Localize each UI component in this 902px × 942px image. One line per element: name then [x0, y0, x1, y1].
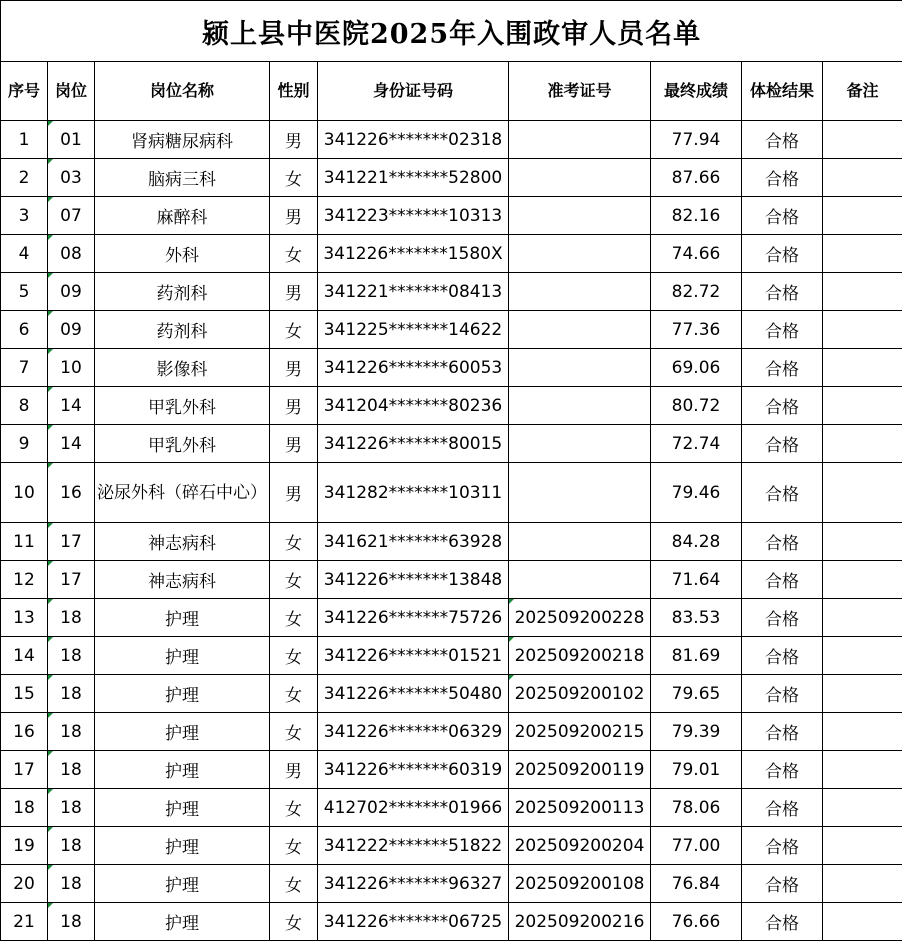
header-exam-number: 准考证号	[509, 62, 651, 121]
cell-health-result: 合格	[742, 903, 823, 941]
cell-post-name: 护理	[95, 903, 270, 941]
cell-id-number: 341226*******06329	[318, 713, 509, 751]
cell-exam-number	[509, 425, 651, 463]
cell-post-name: 护理	[95, 637, 270, 675]
cell-id-number: 341222*******51822	[318, 827, 509, 865]
cell-seq: 5	[1, 273, 48, 311]
cell-remarks	[823, 349, 902, 387]
cell-exam-number: 202509200119	[509, 751, 651, 789]
cell-seq: 17	[1, 751, 48, 789]
cell-post-code: 03	[48, 159, 95, 197]
table-row	[1, 675, 902, 713]
cell-final-score: 83.53	[651, 599, 742, 637]
cell-exam-number	[509, 197, 651, 235]
cell-final-score: 77.36	[651, 311, 742, 349]
cell-seq: 15	[1, 675, 48, 713]
cell-post-name: 药剂科	[95, 311, 270, 349]
header-gender: 性别	[270, 62, 318, 121]
cell-post-code: 18	[48, 751, 95, 789]
header-post-name: 岗位名称	[95, 62, 270, 121]
cell-final-score: 84.28	[651, 523, 742, 561]
cell-id-number: 341226*******75726	[318, 599, 509, 637]
cell-remarks	[823, 751, 902, 789]
cell-gender: 男	[270, 273, 318, 311]
cell-seq: 19	[1, 827, 48, 865]
cell-gender: 女	[270, 675, 318, 713]
cell-post-name: 脑病三科	[95, 159, 270, 197]
cell-remarks	[823, 159, 902, 197]
cell-gender: 女	[270, 311, 318, 349]
cell-post-code: 18	[48, 827, 95, 865]
cell-exam-number	[509, 311, 651, 349]
cell-final-score: 79.46	[651, 463, 742, 523]
cell-health-result: 合格	[742, 675, 823, 713]
cell-post-name: 护理	[95, 675, 270, 713]
cell-exam-number: 202509200216	[509, 903, 651, 941]
cell-health-result: 合格	[742, 121, 823, 159]
cell-gender: 男	[270, 121, 318, 159]
cell-exam-number: 202509200204	[509, 827, 651, 865]
cell-seq: 8	[1, 387, 48, 425]
cell-post-name: 护理	[95, 599, 270, 637]
cell-seq: 20	[1, 865, 48, 903]
cell-final-score: 87.66	[651, 159, 742, 197]
cell-id-number: 341204*******80236	[318, 387, 509, 425]
cell-remarks	[823, 463, 902, 523]
cell-post-code: 18	[48, 713, 95, 751]
cell-remarks	[823, 599, 902, 637]
cell-post-name: 影像科	[95, 349, 270, 387]
cell-exam-number	[509, 159, 651, 197]
cell-exam-number	[509, 387, 651, 425]
cell-health-result: 合格	[742, 789, 823, 827]
cell-post-name: 甲乳外科	[95, 387, 270, 425]
header-health-result: 体检结果	[742, 62, 823, 121]
cell-seq: 1	[1, 121, 48, 159]
cell-remarks	[823, 311, 902, 349]
cell-id-number: 341226*******06725	[318, 903, 509, 941]
cell-exam-number: 202509200218	[509, 637, 651, 675]
cell-exam-number: 202509200113	[509, 789, 651, 827]
cell-post-code: 09	[48, 311, 95, 349]
cell-post-code: 17	[48, 561, 95, 599]
cell-id-number: 341226*******60319	[318, 751, 509, 789]
cell-final-score: 79.39	[651, 713, 742, 751]
cell-final-score: 76.66	[651, 903, 742, 941]
cell-seq: 2	[1, 159, 48, 197]
cell-final-score: 77.00	[651, 827, 742, 865]
cell-health-result: 合格	[742, 349, 823, 387]
table-row	[1, 751, 902, 789]
cell-exam-number	[509, 235, 651, 273]
cell-final-score: 69.06	[651, 349, 742, 387]
table-body	[1, 121, 902, 941]
cell-final-score: 79.65	[651, 675, 742, 713]
cell-post-code: 18	[48, 903, 95, 941]
cell-remarks	[823, 523, 902, 561]
cell-remarks	[823, 425, 902, 463]
cell-health-result: 合格	[742, 713, 823, 751]
cell-final-score: 71.64	[651, 561, 742, 599]
table-row	[1, 637, 902, 675]
cell-post-name: 泌尿外科（碎石中心）	[95, 463, 270, 523]
cell-post-name: 麻醉科	[95, 197, 270, 235]
cell-post-name: 护理	[95, 865, 270, 903]
cell-health-result: 合格	[742, 561, 823, 599]
cell-gender: 男	[270, 463, 318, 523]
cell-remarks	[823, 789, 902, 827]
cell-final-score: 77.94	[651, 121, 742, 159]
cell-id-number: 412702*******01966	[318, 789, 509, 827]
table-row	[1, 865, 902, 903]
header-post-code: 岗位	[48, 62, 95, 121]
cell-post-code: 10	[48, 349, 95, 387]
cell-remarks	[823, 197, 902, 235]
cell-post-name: 外科	[95, 235, 270, 273]
cell-id-number: 341226*******01521	[318, 637, 509, 675]
cell-id-number: 341226*******1580X	[318, 235, 509, 273]
cell-post-name: 护理	[95, 827, 270, 865]
cell-remarks	[823, 637, 902, 675]
table-row	[1, 463, 902, 523]
cell-seq: 10	[1, 463, 48, 523]
table-row	[1, 827, 902, 865]
cell-id-number: 341223*******10313	[318, 197, 509, 235]
page-title: 颍上县中医院2025年入围政审人员名单	[1, 1, 902, 62]
header-final-score: 最终成绩	[651, 62, 742, 121]
table-row	[1, 561, 902, 599]
header-id-number: 身份证号码	[318, 62, 509, 121]
table-row	[1, 425, 902, 463]
table-row	[1, 789, 902, 827]
cell-remarks	[823, 273, 902, 311]
cell-post-name: 护理	[95, 789, 270, 827]
cell-id-number: 341226*******13848	[318, 561, 509, 599]
cell-health-result: 合格	[742, 197, 823, 235]
cell-id-number: 341226*******80015	[318, 425, 509, 463]
cell-post-name: 甲乳外科	[95, 425, 270, 463]
cell-exam-number	[509, 121, 651, 159]
cell-gender: 女	[270, 713, 318, 751]
cell-gender: 女	[270, 903, 318, 941]
cell-post-code: 18	[48, 637, 95, 675]
cell-gender: 男	[270, 751, 318, 789]
cell-exam-number: 202509200102	[509, 675, 651, 713]
cell-post-code: 09	[48, 273, 95, 311]
cell-seq: 14	[1, 637, 48, 675]
cell-gender: 女	[270, 523, 318, 561]
cell-health-result: 合格	[742, 235, 823, 273]
cell-gender: 男	[270, 349, 318, 387]
cell-remarks	[823, 561, 902, 599]
table-row	[1, 159, 902, 197]
cell-health-result: 合格	[742, 159, 823, 197]
cell-seq: 18	[1, 789, 48, 827]
cell-post-name: 肾病糖尿病科	[95, 121, 270, 159]
cell-id-number: 341226*******60053	[318, 349, 509, 387]
cell-exam-number	[509, 561, 651, 599]
cell-gender: 女	[270, 637, 318, 675]
cell-gender: 男	[270, 425, 318, 463]
cell-gender: 女	[270, 789, 318, 827]
cell-final-score: 80.72	[651, 387, 742, 425]
cell-remarks	[823, 675, 902, 713]
cell-id-number: 341226*******96327	[318, 865, 509, 903]
cell-remarks	[823, 121, 902, 159]
cell-gender: 女	[270, 827, 318, 865]
cell-gender: 女	[270, 561, 318, 599]
cell-remarks	[823, 713, 902, 751]
cell-exam-number	[509, 349, 651, 387]
cell-health-result: 合格	[742, 523, 823, 561]
cell-id-number: 341282*******10311	[318, 463, 509, 523]
table-row	[1, 903, 902, 941]
cell-id-number: 341226*******02318	[318, 121, 509, 159]
cell-health-result: 合格	[742, 387, 823, 425]
cell-health-result: 合格	[742, 599, 823, 637]
cell-post-code: 18	[48, 599, 95, 637]
cell-final-score: 81.69	[651, 637, 742, 675]
cell-remarks	[823, 903, 902, 941]
table-row	[1, 311, 902, 349]
header-remarks: 备注	[823, 62, 902, 121]
cell-seq: 11	[1, 523, 48, 561]
cell-exam-number: 202509200228	[509, 599, 651, 637]
cell-health-result: 合格	[742, 865, 823, 903]
cell-exam-number	[509, 273, 651, 311]
cell-post-code: 07	[48, 197, 95, 235]
cell-id-number: 341621*******63928	[318, 523, 509, 561]
cell-gender: 女	[270, 865, 318, 903]
cell-post-name: 神志病科	[95, 523, 270, 561]
cell-id-number: 341225*******14622	[318, 311, 509, 349]
cell-remarks	[823, 827, 902, 865]
table-row	[1, 197, 902, 235]
table-row	[1, 599, 902, 637]
cell-post-code: 14	[48, 387, 95, 425]
table-row	[1, 121, 902, 159]
cell-post-code: 14	[48, 425, 95, 463]
cell-id-number: 341226*******50480	[318, 675, 509, 713]
cell-post-code: 18	[48, 789, 95, 827]
cell-remarks	[823, 235, 902, 273]
cell-gender: 男	[270, 387, 318, 425]
cell-remarks	[823, 865, 902, 903]
cell-health-result: 合格	[742, 311, 823, 349]
cell-health-result: 合格	[742, 827, 823, 865]
cell-final-score: 74.66	[651, 235, 742, 273]
cell-final-score: 78.06	[651, 789, 742, 827]
cell-exam-number	[509, 523, 651, 561]
cell-gender: 女	[270, 599, 318, 637]
cell-exam-number: 202509200108	[509, 865, 651, 903]
cell-post-code: 18	[48, 675, 95, 713]
cell-exam-number	[509, 463, 651, 523]
cell-gender: 女	[270, 235, 318, 273]
cell-seq: 3	[1, 197, 48, 235]
cell-post-code: 16	[48, 463, 95, 523]
cell-id-number: 341221*******52800	[318, 159, 509, 197]
cell-post-name: 护理	[95, 713, 270, 751]
cell-seq: 12	[1, 561, 48, 599]
cell-post-code: 08	[48, 235, 95, 273]
cell-final-score: 76.84	[651, 865, 742, 903]
cell-id-number: 341221*******08413	[318, 273, 509, 311]
cell-seq: 16	[1, 713, 48, 751]
cell-final-score: 82.72	[651, 273, 742, 311]
cell-post-code: 18	[48, 865, 95, 903]
cell-post-name: 神志病科	[95, 561, 270, 599]
cell-gender: 男	[270, 197, 318, 235]
table-row	[1, 235, 902, 273]
table-row	[1, 523, 902, 561]
cell-health-result: 合格	[742, 751, 823, 789]
table-row	[1, 387, 902, 425]
cell-post-code: 17	[48, 523, 95, 561]
cell-seq: 21	[1, 903, 48, 941]
header-seq: 序号	[1, 62, 48, 121]
cell-final-score: 79.01	[651, 751, 742, 789]
table-row	[1, 349, 902, 387]
cell-seq: 4	[1, 235, 48, 273]
cell-gender: 女	[270, 159, 318, 197]
table-header-row	[1, 62, 902, 121]
cell-final-score: 72.74	[651, 425, 742, 463]
cell-exam-number: 202509200215	[509, 713, 651, 751]
cell-final-score: 82.16	[651, 197, 742, 235]
cell-seq: 7	[1, 349, 48, 387]
cell-post-name: 护理	[95, 751, 270, 789]
cell-health-result: 合格	[742, 273, 823, 311]
cell-seq: 9	[1, 425, 48, 463]
cell-health-result: 合格	[742, 425, 823, 463]
cell-remarks	[823, 387, 902, 425]
table-row	[1, 273, 902, 311]
table-row	[1, 713, 902, 751]
cell-health-result: 合格	[742, 637, 823, 675]
cell-seq: 6	[1, 311, 48, 349]
cell-post-code: 01	[48, 121, 95, 159]
cell-post-name: 药剂科	[95, 273, 270, 311]
cell-health-result: 合格	[742, 463, 823, 523]
cell-seq: 13	[1, 599, 48, 637]
